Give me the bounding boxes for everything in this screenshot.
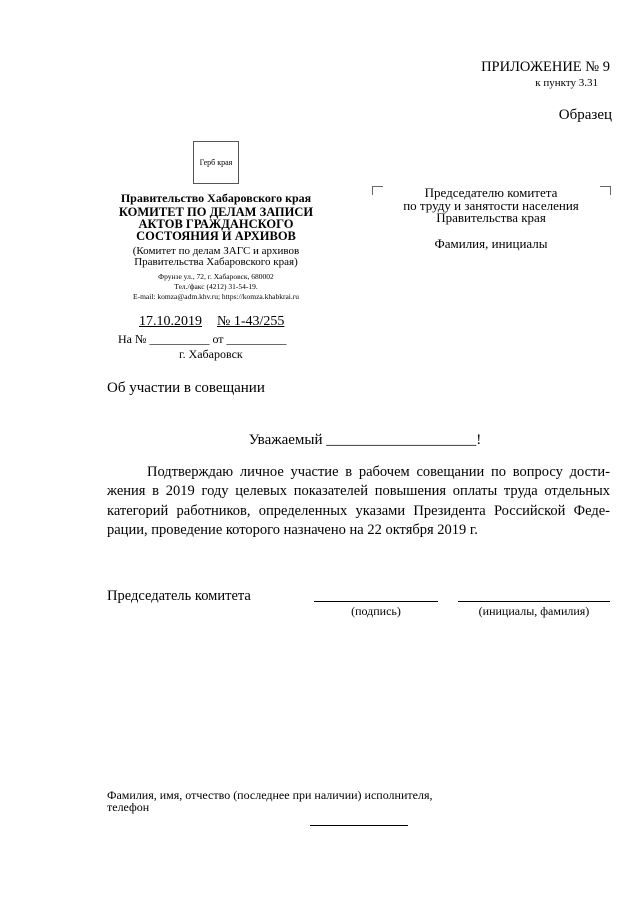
name-line	[458, 601, 610, 602]
addressee-line: по труду и занятости населения	[403, 198, 579, 213]
sender-address: Фрунзе ул., 72, г. Хабаровск, 680002	[158, 272, 274, 281]
reply-reference-line: На № __________ от __________	[118, 332, 287, 346]
letter-subject: Об участии в совещании	[107, 380, 265, 396]
signature-line	[314, 601, 438, 602]
addressee-line: Председателю комитета	[424, 185, 558, 200]
letter-body: Подтверждаю личное участие в рабочем совещании по вопросу достижения в 2019 году целевых показателей повышения оплаты труда отдельных категорий работников, определенных указами Президента Российской Федерации, проведение которого назначено на 22 октября 2019 г.	[107, 464, 610, 538]
executor-phone-label: телефон	[107, 800, 150, 814]
city: г. Хабаровск	[179, 347, 243, 361]
committee-name: КОМИТЕТ ПО ДЕЛАМ ЗАПИСИ АКТОВ ГРАЖДАНСКОГО СОСТОЯНИЯ И АРХИВОВ	[118, 205, 314, 243]
appendix-reference: к пункту 3.31	[535, 77, 598, 89]
coat-of-arms-placeholder	[193, 141, 239, 184]
government-name: Правительство Хабаровского края	[120, 191, 312, 205]
sender-phone: Тел./факс (4212) 31-54-19.	[174, 282, 258, 291]
registration-number: № 1-43/255	[217, 314, 285, 329]
name-caption: (инициалы, фамилия)	[478, 604, 590, 618]
executor-info: Фамилия, имя, отчество (последнее при наличии) исполнителя,	[107, 788, 433, 802]
addressee-name: Фамилия, инициалы	[434, 236, 548, 251]
registration-date: 17.10.2019	[139, 314, 202, 329]
addressee-line: Правительства края	[436, 210, 546, 225]
signature-caption: (подпись)	[351, 604, 401, 618]
salutation: Уважаемый ____________________!	[248, 432, 482, 448]
appendix-title: ПРИЛОЖЕНИЕ № 9	[481, 59, 610, 75]
signer-position: Председатель комитета	[107, 588, 251, 604]
sender-email: E-mail: komza@adm.khv.ru; https://komza.khabkrai.ru	[133, 292, 299, 301]
sample-label: Образец	[558, 107, 612, 123]
executor-line	[310, 825, 408, 826]
coat-of-arms-text: Герб края	[199, 157, 233, 167]
committee-short-name: (Комитет по делам ЗАГС и архивов Правительства Хабаровского края)	[132, 245, 300, 268]
